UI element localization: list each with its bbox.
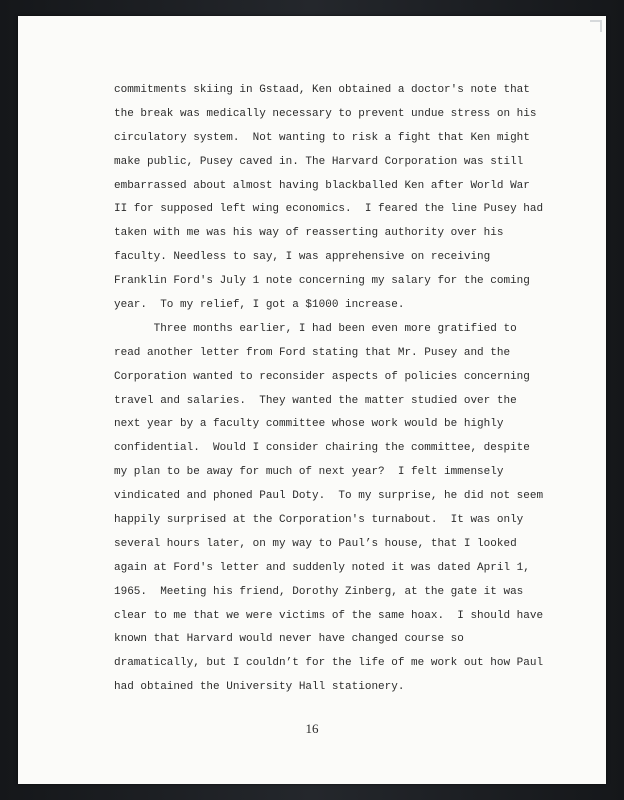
text-line: taken with me was his way of reasserting authority over his — [114, 227, 504, 240]
document-page — [18, 16, 606, 784]
text-line: year. To my relief, I got a $1000 increase. — [114, 299, 405, 312]
text-line: circulatory system. Not wanting to risk a fight that Ken might — [114, 131, 530, 144]
text-line: travel and salaries. They wanted the matter studied over the — [114, 394, 517, 407]
text-line: dramatically, but I couldn’t for the life of me work out how Paul — [114, 657, 544, 670]
text-line: Corporation wanted to reconsider aspects of policies concerning — [114, 370, 530, 383]
text-line: clear to me that we were victims of the same hoax. I should have — [114, 609, 544, 622]
text-line: known that Harvard would never have changed course so — [114, 633, 464, 646]
text-line: embarrassed about almost having blackballed Ken after World War — [114, 179, 530, 192]
text-line: II for supposed left wing economics. I feared the line Pusey had — [114, 203, 544, 216]
text-line: commitments skiing in Gstaad, Ken obtained a doctor's note that — [114, 84, 530, 96]
text-line: several hours later, on my way to Paul’s house, that I looked — [114, 537, 517, 550]
text-line: happily surprised at the Corporation's turnabout. It was only — [114, 514, 524, 527]
text-line: next year by a faculty committee whose work would be highly — [114, 418, 504, 431]
text-line: faculty. Needless to say, I was apprehensive on receiving — [114, 251, 491, 264]
text-line: my plan to be away for much of next year? I felt immensely — [114, 466, 504, 479]
text-line: read another letter from Ford stating that Mr. Pusey and the — [114, 346, 511, 359]
text-line: vindicated and phoned Paul Doty. To my surprise, he did not seem — [114, 490, 544, 503]
corner-mark-icon — [590, 20, 602, 32]
text-line: Franklin Ford's July 1 note concerning my salary for the coming — [114, 275, 530, 288]
text-line: the break was medically necessary to prevent undue stress on his — [114, 107, 537, 120]
text-line: make public, Pusey caved in. The Harvard Corporation was still — [114, 155, 524, 168]
text-line: had obtained the University Hall stationery. — [114, 681, 405, 694]
text-line: 1965. Meeting his friend, Dorothy Zinberg, at the gate it was — [114, 585, 524, 598]
body-text — [114, 79, 554, 700]
text-line: Three months earlier, I had been even more gratified to — [114, 322, 517, 335]
text-line: again at Ford's letter and suddenly noted it was dated April 1, — [114, 561, 530, 574]
text-line: confidential. Would I consider chairing the committee, despite — [114, 442, 530, 455]
page-number: 16 — [305, 721, 319, 736]
